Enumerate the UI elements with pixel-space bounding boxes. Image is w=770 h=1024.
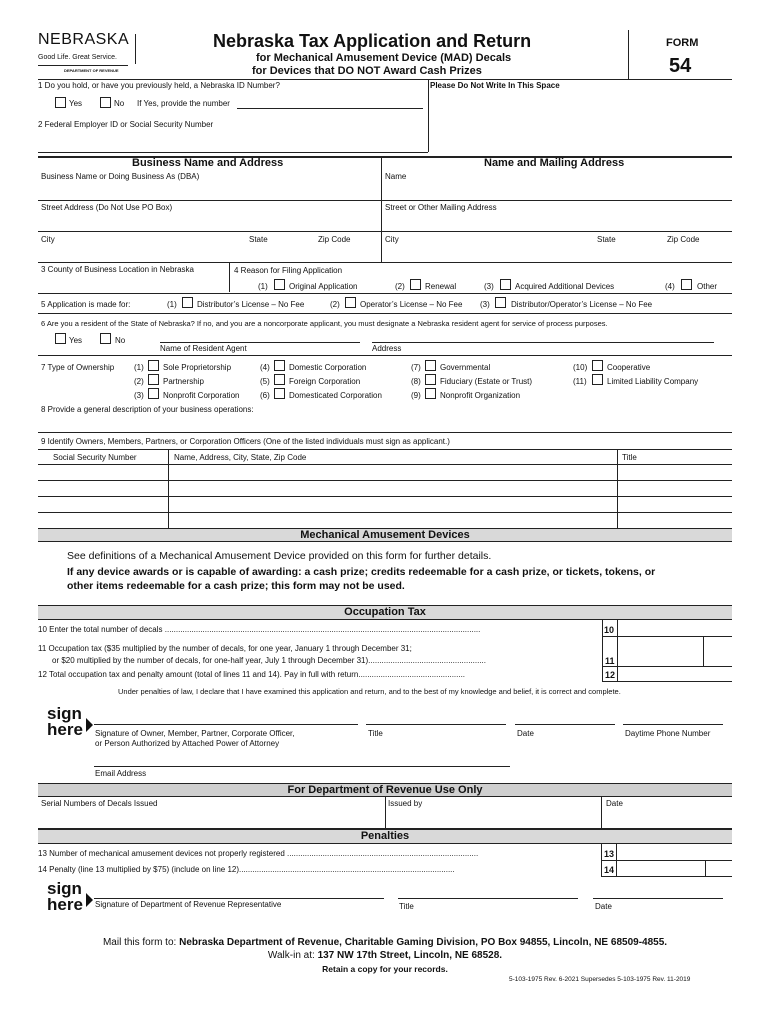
q5-distributor-operator-checkbox[interactable]	[495, 297, 506, 308]
applicant-title-field[interactable]	[366, 724, 506, 725]
q7-opt-label: Cooperative	[607, 363, 651, 372]
issued-by-label: Issued by	[388, 799, 423, 808]
q1-yes-label: Yes	[69, 99, 83, 108]
mailing-name-label: Name	[385, 172, 407, 181]
q7-checkbox[interactable]	[148, 388, 159, 399]
business-city-field[interactable]	[38, 262, 732, 263]
business-state-label: State	[249, 235, 268, 244]
email-label: Email Address	[95, 769, 147, 778]
q9-col-ssn: Social Security Number	[53, 453, 137, 462]
dor-signature-field[interactable]	[94, 898, 384, 899]
penalties-header	[38, 829, 732, 844]
line10-num: 10	[604, 625, 615, 635]
table-row[interactable]	[38, 512, 732, 513]
q5-opt3-num: (3)	[480, 300, 490, 309]
q7-opt-num: (1)	[134, 363, 144, 372]
mad-header	[38, 528, 732, 542]
q2-fein-field[interactable]	[38, 152, 428, 153]
q5-distributor-operator-label: Distributor/Operator’s License – No Fee	[511, 300, 653, 309]
line14-num: 14	[604, 865, 615, 875]
mailing-zip-label: Zip Code	[667, 235, 700, 244]
date-label: Date	[517, 729, 534, 738]
form-number: 54	[669, 55, 692, 77]
q7-checkbox[interactable]	[274, 360, 285, 371]
dor-rep-date-field[interactable]	[593, 898, 723, 899]
q1-provide-label: If Yes, provide the number	[137, 99, 230, 108]
q9-label: 9 Identify Owners, Members, Partners, or Corporation Officers (One of the listed individuals must sign as applicant.)	[41, 437, 450, 446]
business-street-label: Street Address (Do Not Use PO Box)	[41, 203, 173, 212]
q7-opt-num: (7)	[411, 363, 421, 372]
line10-field[interactable]	[602, 636, 732, 637]
mailing-state-label: State	[597, 235, 616, 244]
q7-opt-num: (2)	[134, 377, 144, 386]
q4-original-checkbox[interactable]	[274, 279, 285, 290]
q6-address-field[interactable]	[372, 342, 714, 343]
q6-agent-label: Name of Resident Agent	[160, 344, 247, 353]
penalties-header-text: Penalties	[360, 830, 410, 842]
mad-line2: If any device awards or is capable of awarding: a cash prize; credits redeemable for a cash prize, or tickets, tokens, or	[67, 566, 656, 578]
q6-agent-field[interactable]	[160, 342, 360, 343]
walkin-prefix: Walk-in at:	[267, 950, 318, 961]
dor-header-text: For Department of Revenue Use Only	[287, 784, 483, 796]
logo-dept: DEPARTMENT OF REVENUE	[64, 68, 119, 73]
q7-opt-label: Nonprofit Corporation	[163, 391, 240, 400]
q7-opt-label: Limited Liability Company	[607, 377, 699, 386]
q7-opt-num: (8)	[411, 377, 421, 386]
q7-checkbox[interactable]	[148, 360, 159, 371]
q4-acquired-checkbox[interactable]	[500, 279, 511, 290]
q7-checkbox[interactable]	[592, 360, 603, 371]
q7-opt-label: Nonprofit Organization	[440, 391, 521, 400]
form-title: Nebraska Tax Application and Return	[213, 31, 532, 51]
form-subtitle-2: for Devices that DO NOT Award Cash Prizes	[252, 65, 482, 77]
q8-label: 8 Provide a general description of your business operations:	[41, 405, 254, 414]
q7-opt-label: Sole Proprietorship	[163, 363, 232, 372]
q6-no-checkbox[interactable]	[100, 333, 111, 344]
mail-address: Nebraska Department of Revenue, Charitable Gaming Division, PO Box 94855, Lincoln, NE 68509-4855.	[179, 937, 668, 948]
q7-opt-label: Governmental	[440, 363, 491, 372]
q7-opt-label: Domestic Corporation	[289, 363, 367, 372]
table-row[interactable]	[38, 496, 732, 497]
signature-label-2: or Person Authorized by Attached Power of Attorney	[95, 739, 280, 748]
line11-label-a: 11 Occupation tax ($35 multiplied by the number of decals, for one year, January 1 through December 31;	[38, 644, 412, 653]
q2-label: 2 Federal Employer ID or Social Security Number	[38, 120, 214, 129]
line13-num: 13	[604, 849, 615, 859]
q7-checkbox[interactable]	[592, 374, 603, 385]
dor-title-field[interactable]	[398, 898, 578, 899]
q8-description-field[interactable]	[38, 432, 732, 433]
q7-opt-num: (4)	[260, 363, 270, 372]
q5-distributor-checkbox[interactable]	[182, 297, 193, 308]
q4-opt4-num: (4)	[665, 282, 675, 291]
do-not-write-label: Please Do Not Write In This Space	[430, 81, 560, 90]
q7-checkbox[interactable]	[425, 388, 436, 399]
declaration: Under penalties of law, I declare that I have examined this application and return, and to the best of my knowledge and belief, it is correct and complete.	[118, 687, 621, 696]
q7-opt-num: (9)	[411, 391, 421, 400]
sign-arrow-icon	[86, 718, 93, 732]
signature-label-1: Signature of Owner, Member, Partner, Corporate Officer,	[95, 729, 295, 738]
occupation-header-text: Occupation Tax	[344, 606, 426, 618]
q7-checkbox[interactable]	[425, 360, 436, 371]
q5-distributor-label: Distributor’s License – No Fee	[197, 300, 305, 309]
mailing-street-label: Street or Other Mailing Address	[385, 203, 497, 212]
mad-header-text: Mechanical Amusement Devices	[300, 529, 470, 541]
q7-opt-num: (6)	[260, 391, 270, 400]
q4-original-label: Original Application	[289, 282, 358, 291]
q4-label: 4 Reason for Filing Application	[234, 266, 343, 275]
q1-no-checkbox[interactable]	[100, 97, 111, 108]
q4-other-checkbox[interactable]	[681, 279, 692, 290]
dor-rep-date-label: Date	[595, 902, 612, 911]
dor-signature-label: Signature of Department of Revenue Representative	[95, 900, 282, 909]
sign-here-label	[47, 706, 83, 738]
line10-label: 10 Enter the total number of decals ..............................................................................................................................................	[38, 625, 481, 634]
q7-opt-label: Domesticated Corporation	[289, 391, 382, 400]
business-city-label: City	[41, 235, 55, 244]
q7-checkbox[interactable]	[274, 374, 285, 385]
line12-num: 12	[605, 670, 616, 680]
q7-opt-num: (11)	[573, 377, 587, 386]
table-row[interactable]	[38, 464, 732, 465]
q7-checkbox[interactable]	[425, 374, 436, 385]
revision-code: 5-103-1975 Rev. 6-2021 Supersedes 5-103-1975 Rev. 11-2019	[509, 976, 691, 983]
q1-yes-checkbox[interactable]	[55, 97, 66, 108]
dor-header	[38, 783, 732, 797]
sign-here-label-2	[47, 881, 83, 913]
q3-label: 3 County of Business Location in Nebraska	[41, 265, 194, 274]
q6-no-label: No	[115, 336, 126, 345]
business-street-field[interactable]	[38, 231, 732, 232]
q6-label: 6 Are you a resident of the State of Nebraska? If no, and you are a noncorporate applicant, you must designate a Nebraska resident agent for service of process purposes.	[41, 319, 608, 328]
q7-opt-num: (10)	[573, 363, 588, 372]
line14-label: 14 Penalty (line 13 multiplied by $75) (include on line 12).................................................................................................	[38, 865, 455, 874]
q7-checkbox[interactable]	[274, 388, 285, 399]
q7-opt-num: (3)	[134, 391, 144, 400]
table-row[interactable]	[38, 480, 732, 481]
mailing-header: Name and Mailing Address	[484, 157, 625, 169]
logo-tagline: Good Life. Great Service.	[38, 54, 117, 61]
line11-field[interactable]	[602, 666, 732, 667]
business-name-field[interactable]	[38, 200, 732, 201]
q5-label: 5 Application is made for:	[41, 300, 131, 309]
form-label: FORM	[666, 37, 699, 49]
q4-other-label: Other	[697, 282, 718, 291]
line13-field[interactable]	[601, 860, 732, 861]
q1-no-label: No	[114, 99, 125, 108]
business-header: Business Name and Address	[132, 157, 284, 169]
q7-label: 7 Type of Ownership	[41, 363, 115, 372]
mailing-city-label: City	[385, 235, 399, 244]
here-text: here	[47, 720, 83, 739]
applicant-phone-field[interactable]	[623, 724, 723, 725]
sign-arrow-icon	[86, 893, 93, 907]
q9-col-title: Title	[622, 453, 637, 462]
applicant-signature-field[interactable]	[94, 724, 358, 725]
q6-address-label: Address	[372, 344, 402, 353]
occupation-header	[38, 605, 732, 620]
q5-opt2-num: (2)	[330, 300, 340, 309]
dor-date-label: Date	[606, 799, 623, 808]
q4-renewal-label: Renewal	[425, 282, 457, 291]
q4-opt1-num: (1)	[258, 282, 268, 291]
q7-opt-num: (5)	[260, 377, 270, 386]
email-field[interactable]	[94, 766, 510, 767]
q5-operator-checkbox[interactable]	[345, 297, 356, 308]
q4-renewal-checkbox[interactable]	[410, 279, 421, 290]
here-text: here	[47, 895, 83, 914]
q4-opt2-num: (2)	[395, 282, 405, 291]
sign-text: sign	[47, 879, 82, 898]
q9-col-name: Name, Address, City, State, Zip Code	[174, 453, 307, 462]
mail-instructions	[0, 937, 770, 948]
title-label: Title	[368, 729, 383, 738]
q6-yes-label: Yes	[69, 336, 83, 345]
sign-text: sign	[47, 704, 82, 723]
form-subtitle-1: for Mechanical Amusement Device (MAD) Decals	[256, 52, 512, 64]
line11-num: 11	[605, 656, 615, 666]
line14-field[interactable]	[601, 876, 732, 877]
walkin-instructions	[0, 950, 770, 961]
q1-id-number-field[interactable]	[237, 108, 423, 109]
business-name-label: Business Name or Doing Business As (DBA)	[41, 172, 200, 181]
logo-divider	[38, 65, 128, 66]
line11-label-b: or $20 multiplied by the number of decals, for one-half year, July 1 through December 31).....................................................	[52, 656, 486, 665]
business-zip-label: Zip Code	[318, 235, 351, 244]
line12-label: 12 Total occupation tax and penalty amount (total of lines 11 and 14). Pay in full with return................................................	[38, 670, 466, 679]
q5-opt1-num: (1)	[167, 300, 177, 309]
q7-opt-label: Foreign Corporation	[289, 377, 361, 386]
applicant-date-field[interactable]	[515, 724, 615, 725]
q7-opt-label: Fiduciary (Estate or Trust)	[440, 377, 533, 386]
q5-operator-label: Operator’s License – No Fee	[360, 300, 463, 309]
q4-opt3-num: (3)	[484, 282, 494, 291]
serial-label: Serial Numbers of Decals Issued	[41, 799, 158, 808]
q1-label: 1 Do you hold, or have you previously held, a Nebraska ID Number?	[38, 81, 280, 90]
mad-line1: See definitions of a Mechanical Amusement Device provided on this form for further details.	[67, 550, 492, 562]
dor-title-label: Title	[399, 902, 414, 911]
mail-prefix: Mail this form to:	[102, 937, 180, 948]
q4-acquired-label: Acquired Additional Devices	[515, 282, 615, 291]
line12-field[interactable]	[602, 681, 732, 682]
q7-checkbox[interactable]	[148, 374, 159, 385]
q7-opt-label: Partnership	[163, 377, 204, 386]
walkin-address: 137 NW 17th Street, Lincoln, NE 68528.	[317, 950, 503, 961]
line13-label: 13 Number of mechanical amusement devices not properly registered ......................................................................................	[38, 849, 479, 858]
logo-text: NEBRASKA	[38, 31, 130, 48]
mad-line3: other items redeemable for a cash prize; this form may not be used.	[67, 580, 405, 592]
phone-label: Daytime Phone Number	[625, 729, 711, 738]
retain-copy: Retain a copy for your records.	[322, 964, 448, 974]
q6-yes-checkbox[interactable]	[55, 333, 66, 344]
